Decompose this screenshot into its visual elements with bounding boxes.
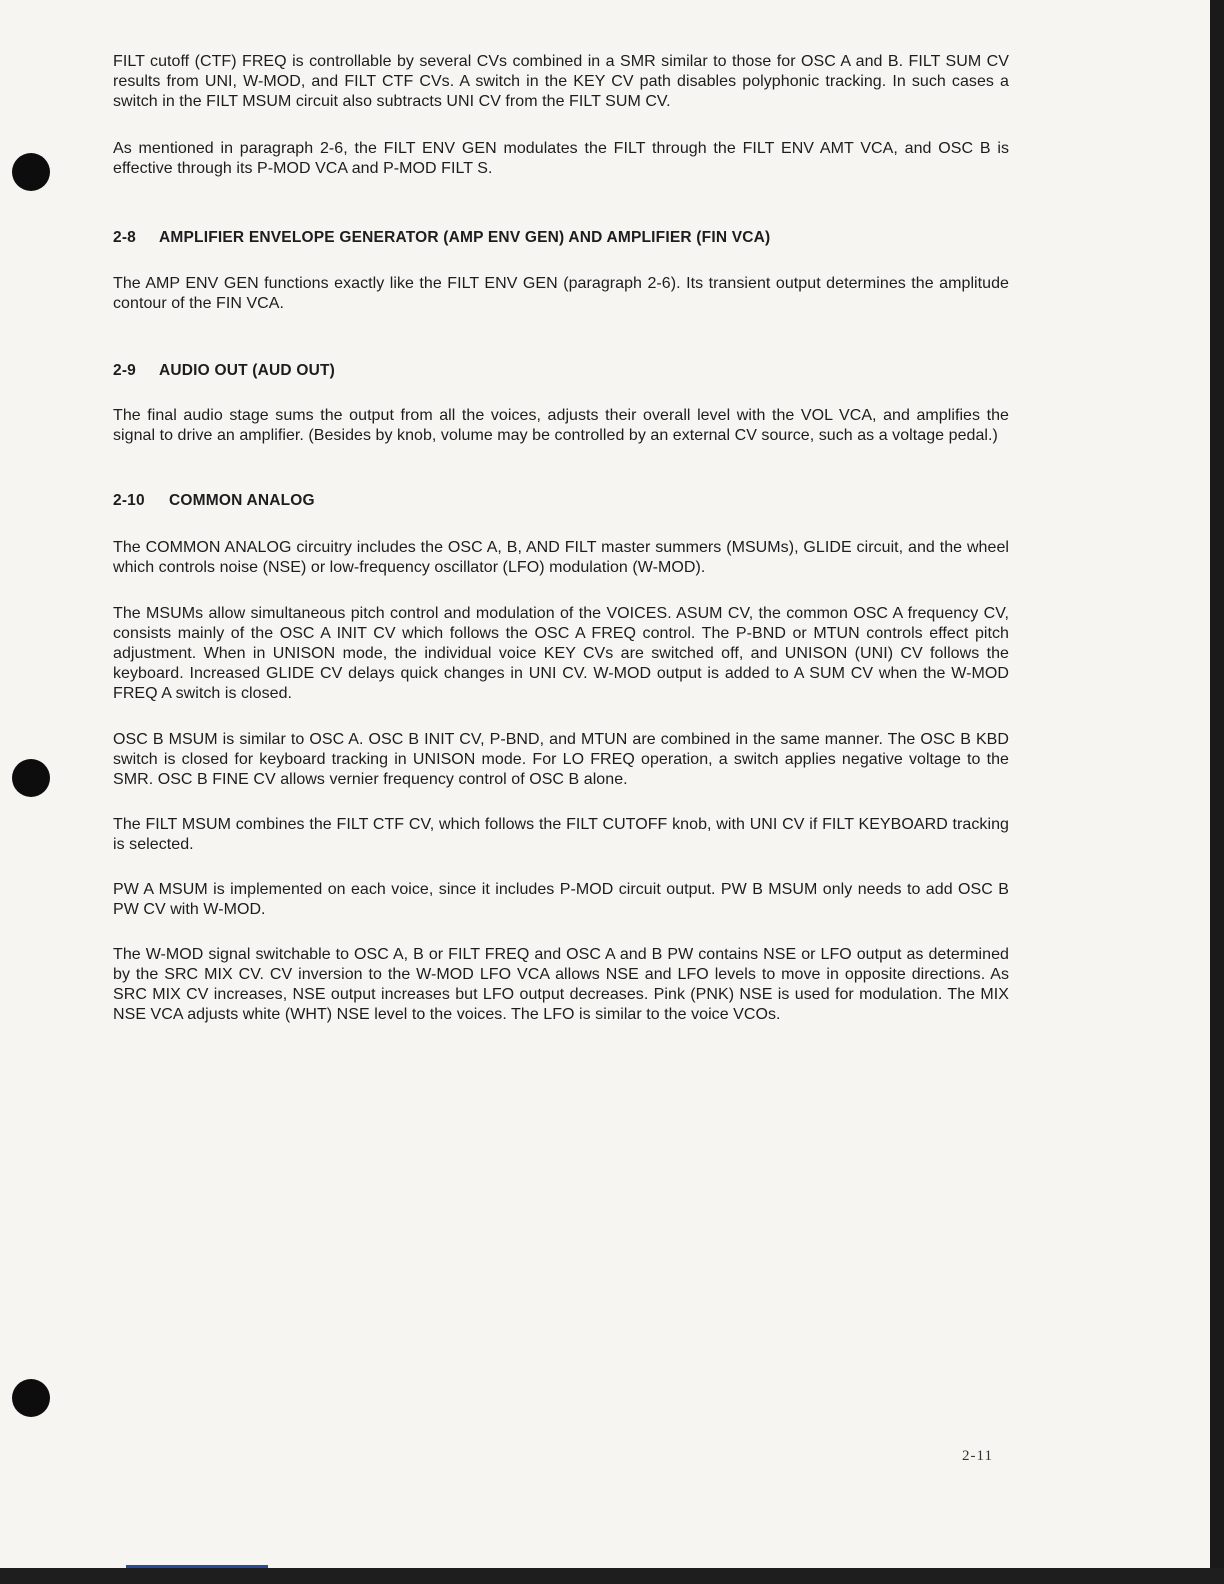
scan-edge-bottom: [0, 1568, 1224, 1584]
section-title: AMPLIFIER ENVELOPE GENERATOR (AMP ENV GEN) AND AMPLIFIER (FIN VCA): [159, 229, 771, 246]
section-title: AUDIO OUT (AUD OUT): [159, 362, 336, 379]
paragraph-common-analog: The COMMON ANALOG circuitry includes the OSC A, B, AND FILT master summers (MSUMs), GLIDE circuit, and the wheel which controls noise (NSE) or low-frequency oscillator (LFO) modulation (W-MOD).: [113, 539, 1009, 576]
section-heading-2-8: [113, 228, 1009, 248]
paragraph-audio-out: The final audio stage sums the output from all the voices, adjusts their overall level with the VOL VCA, and amplifies the signal to drive an amplifier. (Besides by knob, volume may be controlled by an external CV source, such as a voltage pedal.): [113, 407, 1009, 444]
paragraph-filt-env-gen: As mentioned in paragraph 2-6, the FILT ENV GEN modulates the FILT through the FILT ENV AMT VCA, and OSC B is effective through its P-MOD VCA and P-MOD FILT S.: [113, 140, 1009, 177]
section-number: 2-8: [113, 229, 137, 246]
paragraph-amp-env-gen: The AMP ENV GEN functions exactly like the FILT ENV GEN (paragraph 2-6). Its transient output determines the amplitude contour of the FIN VCA.: [113, 275, 1009, 312]
section-heading-2-9: [113, 361, 1009, 381]
section-heading-2-10: [113, 491, 1009, 511]
binder-hole-middle: [12, 759, 50, 797]
page-content: [113, 40, 1009, 1025]
paragraph-msums: The MSUMs allow simultaneous pitch control and modulation of the VOICES. ASUM CV, the common OSC A frequency CV, consists mainly of the OSC A INIT CV which follows the OSC A FREQ control. The P-BND or MTUN controls effect pitch adjustment. When in UNISON mode, the individual voice KEY CVs are switched off, and UNISON (UNI) CV follows the keyboard. Increased GLIDE CV delays quick changes in UNI CV. W-MOD output is added to A SUM CV when the W-MOD FREQ A switch is closed.: [113, 605, 1009, 702]
section-title: COMMON ANALOG: [169, 492, 315, 509]
paragraph-filt-cutoff: FILT cutoff (CTF) FREQ is controllable by several CVs combined in a SMR similar to those for OSC A and B. FILT SUM CV results from UNI, W-MOD, and FILT CTF CVs. A switch in the KEY CV path disables polyphonic tracking. In such cases a switch in the FILT MSUM circuit also subtracts UNI CV from the FILT SUM CV.: [113, 53, 1009, 110]
section-number: 2-10: [113, 492, 145, 509]
paragraph-w-mod: The W-MOD signal switchable to OSC A, B or FILT FREQ and OSC A and B PW contains NSE or LFO output as determined by the SRC MIX CV. CV inversion to the W-MOD LFO VCA allows NSE and LFO levels to move in opposite directions. As SRC MIX CV increases, NSE output increases but LFO output decreases. Pink (PNK) NSE is used for modulation. The MIX NSE VCA adjusts white (WHT) NSE level to the voices. The LFO is similar to the voice VCOs.: [113, 946, 1009, 1023]
paragraph-filt-msum: The FILT MSUM combines the FILT CTF CV, which follows the FILT CUTOFF knob, with UNI CV if FILT KEYBOARD tracking is selected.: [113, 816, 1009, 853]
paragraph-osc-b-msum: OSC B MSUM is similar to OSC A. OSC B INIT CV, P-BND, and MTUN are combined in the same manner. The OSC B KBD switch is closed for keyboard tracking in UNISON mode. For LO FREQ operation, a switch applies negative voltage to the SMR. OSC B FINE CV allows vernier frequency control of OSC B alone.: [113, 731, 1009, 788]
paragraph-pw-msum: PW A MSUM is implemented on each voice, since it includes P-MOD circuit output. PW B MSUM only needs to add OSC B PW CV with W-MOD.: [113, 881, 1009, 918]
scan-edge-right: [1210, 0, 1224, 1584]
binder-hole-top: [12, 153, 50, 191]
section-number: 2-9: [113, 362, 137, 379]
binder-hole-bottom: [12, 1379, 50, 1417]
page-number: 2-11: [962, 1448, 993, 1464]
